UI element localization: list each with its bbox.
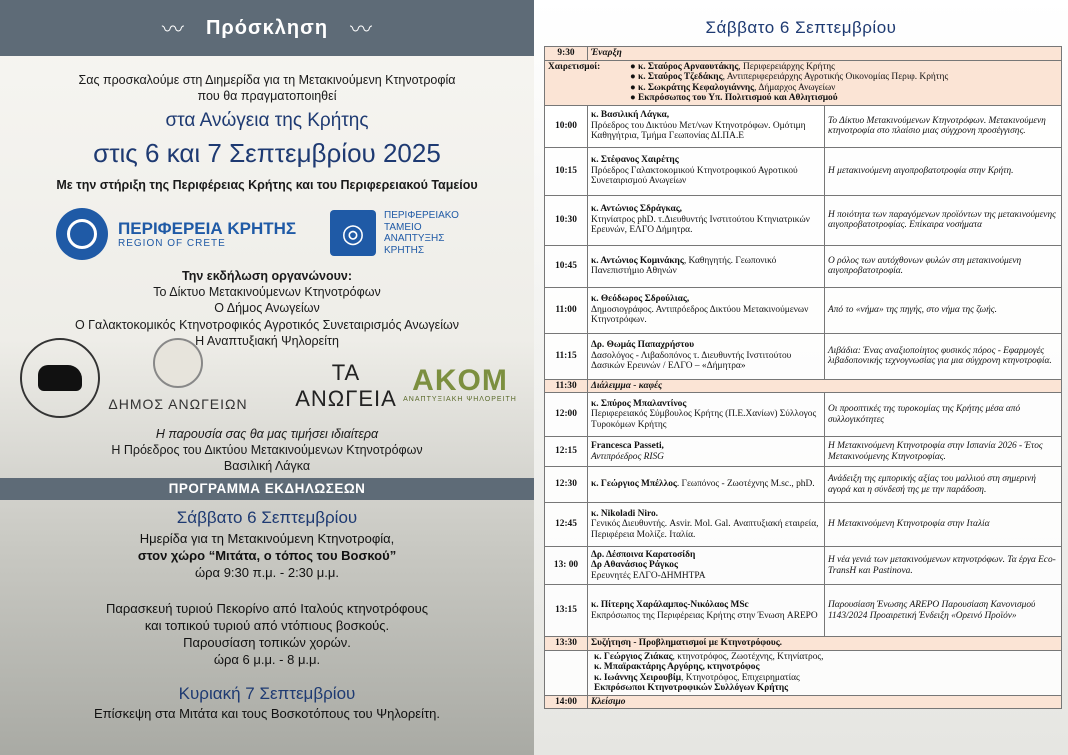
honor-line: Η παρουσία σας θα μας τιμήσει ιδιαίτερα (155, 427, 379, 441)
topic-cell: Παρουσίαση Ένωσης AREPO Παρουσίαση Κανονισμού 1143/2024 Προαιρετική Ένδειξη «Ορεινό Προϊόν» (825, 585, 1062, 637)
table-row (545, 147, 1062, 195)
speaker-details: Αντιπρόεδρος RISG (591, 451, 664, 462)
saturday-line: στον χώρο “Μιτάτα, ο τόπος του Βοσκού” (137, 548, 397, 563)
speaker-cell (588, 245, 825, 287)
network-goat-logo-icon (20, 338, 100, 418)
fund-mark-icon: ◎ (330, 210, 376, 256)
speaker-cell (588, 467, 825, 503)
event-dates: στις 6 και 7 Σεπτεμβρίου 2025 (93, 138, 441, 168)
saturday-description (0, 530, 534, 581)
greeting-role: , Περιφερειάρχης Κρήτης (738, 61, 835, 72)
program-heading: ΠΡΟΓΡΑΜΜΑ ΕΚΔΗΛΩΣΕΩΝ (0, 478, 534, 500)
participant-role: , Κτηνοτρόφος, Επιχειρηματίας (681, 672, 800, 683)
anogeia-wordmark: ΤΑ ΑΝΩΓΕΙΑ (295, 360, 397, 411)
speaker-cell (588, 585, 825, 637)
time-cell: 13:30 (545, 637, 588, 651)
discussion-label: Συζήτηση - Προβληματισμοί με Κτηνοτρόφους. (588, 637, 1062, 651)
ornament-right-icon: 〰 (350, 16, 373, 42)
evening-description (0, 600, 534, 668)
participant-name: κ. Ιωάννης Χειρουβίμ (594, 672, 682, 683)
sunday-title: Κυριακή 7 Σεπτεμβρίου (178, 684, 356, 703)
greeting-item: ● Εκπρόσωπος του Υπ. Πολιτισμού και Αθλητισμού (630, 93, 838, 103)
table-row (545, 637, 1062, 651)
honor-signature: Βασιλική Λάγκα (223, 459, 311, 473)
speaker-cell (588, 195, 825, 245)
time-cell: 13: 00 (545, 547, 588, 585)
organizers-lead: Την εκδήλωση οργανώνουν: (182, 269, 352, 283)
table-row (545, 379, 1062, 393)
participant-item (594, 683, 1058, 694)
speaker-details: . Γεωπόνος - Ζωοτέχνης M.sc., phD. (676, 479, 815, 490)
topic-cell: Η Μετακινούμενη Κτηνοτροφία στην Ισπανία 2026 - Έτος Μετακινούμενης Κτηνοτροφίας. (825, 437, 1062, 467)
ornament-left-icon: 〰 (161, 16, 184, 42)
fund-name-line: ΚΡΗΤΗΣ (384, 244, 425, 256)
time-cell: 9:30 (545, 47, 588, 61)
greeting-name: κ. Σταύρος Αρναουτάκης (638, 61, 739, 72)
saturday-line: Ημερίδα για τη Μετακινούμενη Κτηνοτροφία, (139, 531, 395, 546)
speaker-details: Ερευνητές ΕΛΓΟ-ΔΗΜΗΤΡΑ (591, 570, 706, 581)
table-row (545, 47, 1062, 61)
table-row (545, 333, 1062, 379)
speaker-details: Δασολόγος - Λιβαδοπόνος τ. Διευθυντής Ινστιτούτου Δασικών Ερευνών / ΕΛΓΟ – «Δήμητρα» (591, 350, 792, 372)
participant-name: κ. Γεώργιος Ζιάκας (594, 651, 673, 662)
speaker-name: Francesca Passeti, (591, 441, 664, 451)
speaker-cell (588, 287, 825, 333)
table-row (545, 245, 1062, 287)
sunday-description: Επίσκεψη στα Μιτάτα και τους Βοσκοτόπους του Ψηλορείτη. (94, 706, 440, 721)
table-row (545, 437, 1062, 467)
opening-label: Έναρξη (588, 47, 1062, 61)
organizers (0, 268, 534, 349)
topic-cell: Από το «νήμα» της πηγής, στο νήμα της ζωής. (825, 287, 1062, 333)
intro-line: Σας προσκαλούμε στη Διημερίδα για τη Μετακινούμενη Κτηνοτροφία (78, 73, 456, 87)
fund-name (384, 210, 459, 256)
time-cell: 10:30 (545, 195, 588, 245)
region-name-en: REGION OF CRETE (118, 238, 226, 249)
topic-cell: Η μετακινούμενη αιγοπροβατοτροφία στην Κρήτη. (825, 147, 1062, 195)
speaker-name: κ. Γεώργιος Μπέλλος (591, 479, 677, 490)
speaker-details: Εκπρόσωπος της Περιφέρειας Κρήτης στην Ένωση AREPO (591, 610, 818, 621)
speaker-name: Δρ Αθανάσιος Ράγκος (591, 560, 678, 571)
speaker-cell (588, 547, 825, 585)
honor-line: Η Πρόεδρος του Δικτύου Μετακινούμενων Κτηνοτρόφων (111, 443, 423, 457)
topic-cell: Οι προοπτικές της τυροκομίας της Κρήτης μέσα από συλλογικότητες (825, 393, 1062, 437)
break-label: Διάλειμμα - καφές (588, 379, 1062, 393)
topic-cell: Το Δίκτυο Μετακινούμενων Κτηνοτρόφων. Μετακινούμενη κτηνοτροφία στο πλαίσιο μιας σύγχρονη προσέγγισης. (825, 105, 1062, 147)
honor-text (0, 426, 534, 474)
table-row (545, 650, 1062, 695)
fund-name-line: ΠΕΡΙΦΕΡΕΙΑΚΟ (384, 210, 459, 221)
organizer-item: Ο Δήμος Ανωγείων (214, 301, 320, 316)
speaker-details: Δημοσιογράφος. Αντιπρόεδρος Δικτύου Μετακινούμενων Κτηνοτρόφων. (591, 304, 809, 326)
participant-item (594, 652, 1058, 663)
topic-cell: Η Μετακινούμενη Κτηνοτροφία στην Ιταλία (825, 503, 1062, 547)
topic-cell: Η ποιότητα των παραγόμενων προϊόντων της μετακινούμενης αιγοπροβατοτροφίας. Επίκαιρα νοσήματα (825, 195, 1062, 245)
time-cell (545, 650, 588, 695)
evening-line: και τοπικού τυριού από ντόπιους βοσκούς. (144, 618, 390, 633)
time-cell: 12:00 (545, 393, 588, 437)
greetings-label: Χαιρετισμοί: (548, 61, 601, 72)
time-cell: 14:00 (545, 695, 588, 709)
region-name-gr: ΠΕΡΙΦΕΡΕΙΑ ΚΡΗΤΗΣ (118, 219, 297, 238)
speaker-cell (588, 333, 825, 379)
evening-line: ώρα 6 μ.μ. - 8 μ.μ. (213, 652, 321, 667)
table-row (545, 105, 1062, 147)
time-cell: 11:30 (545, 379, 588, 393)
close-label: Κλείσιμο (588, 695, 1062, 709)
akom-wordmark: AKOM (412, 364, 508, 397)
greeting-item: ● κ. Σωκράτης Κεφαλογιάννης, Δήμαρχος Ανωγείων (630, 82, 836, 93)
ta-anogeia-logo (286, 360, 406, 412)
speaker-cell (588, 503, 825, 547)
participant-item (594, 662, 1058, 673)
time-cell: 12:45 (545, 503, 588, 547)
topic-cell: Ο ρόλος των αυτόχθονων φυλών στη μετακινούμενη αιγοπροβατοτροφία. (825, 245, 1062, 287)
time-cell: 12:15 (545, 437, 588, 467)
speaker-name: Δρ. Θωμάς Παπαχρήστου (591, 340, 695, 351)
topic-cell: Η νέα γενιά των μετακινούμενων κτηνοτρόφων. Τα έργα Eco-TransH και Pastinova. (825, 547, 1062, 585)
speaker-details: Πρόεδρος Γαλακτοκομικού Κτηνοτροφικού Αγροτικού Συνεταιρισμού Ανωγείων (591, 165, 798, 187)
saturday-title: Σάββατο 6 Σεπτεμβρίου (176, 508, 358, 527)
speaker-name: κ. Σπύρος Μπαλαντίνος (591, 398, 687, 409)
speaker-details: Πρόεδρος του Δικτύου Μετ/νων Κτηνοτρόφων. Ομότιμη Καθηγήτρια, Τμήμα Γεωπονίας ΔΙ.ΠΑ.Ε (591, 120, 806, 142)
table-row (545, 503, 1062, 547)
speaker-name: κ. Αντώνιος Κομινάκης (591, 255, 684, 266)
speaker-details: Γενικός Διευθυντής. Asvir. Mol. Gal. Αναπτυξιακή εταιρεία, Περιφέρεια Μολίζε. Ιταλία. (591, 519, 819, 540)
saturday-line: ώρα 9:30 π.μ. - 2:30 μ.μ. (195, 565, 339, 580)
partner-logos (20, 338, 530, 418)
speaker-cell (588, 147, 825, 195)
evening-line: Παρουσίαση τοπικών χορών. (183, 635, 351, 650)
greetings-cell (545, 60, 1062, 105)
greeting-name: Εκπρόσωπος του Υπ. Πολιτισμού και Αθλητισμού (638, 93, 838, 103)
evening-line: Παρασκευή τυριού Πεκορίνο από Ιταλούς κτηνοτρόφους (105, 601, 429, 616)
speaker-name: Δρ. Δέσποινα Καρατοσίδη (591, 549, 696, 560)
participant-name: κ. Μπαϊρακτάρης Αργύρης, κτηνοτρόφος (594, 662, 760, 672)
fund-name-line: ΤΑΜΕΙΟ (384, 221, 422, 233)
participant-name: Εκπρόσωποι Κτηνοτροφικών Συλλόγων Κρήτης (594, 683, 789, 693)
invitation-title: Πρόσκληση (205, 16, 329, 39)
table-row (545, 547, 1062, 585)
greek-emblem-icon (56, 208, 108, 260)
event-location: στα Ανώγεια της Κρήτης (165, 110, 369, 131)
speaker-cell (588, 393, 825, 437)
participant-item (594, 673, 1058, 684)
speaker-name: κ. Θεόδωρος Σδρούλιας, (591, 294, 690, 305)
organizer-item: Ο Γαλακτοκομικός Κτηνοτροφικός Αγροτικός Συνεταιρισμός Ανωγείων (74, 317, 460, 332)
time-cell: 10:15 (545, 147, 588, 195)
dimos-anogeion-logo (108, 338, 248, 412)
topic-cell: Λιβάδια: Ένας αναξιοποίητος φυσικός πόρος - Εφαρμογές λιβαδοπονικής τεχνογνωσίας για μια σύγχρονη κτηνοτροφία. (825, 333, 1062, 379)
participant-role: , κτηνοτρόφος, Ζωοτέχνης, Κτηνίατρος, (672, 651, 824, 662)
time-cell: 12:30 (545, 467, 588, 503)
table-row (545, 195, 1062, 245)
time-cell: 11:15 (545, 333, 588, 379)
greeting-item: ● κ. Σταύρος Αρναουτάκης, Περιφερειάρχης Κρήτης (630, 61, 835, 72)
table-row (545, 585, 1062, 637)
time-cell: 10:45 (545, 245, 588, 287)
schedule-title: Σάββατο 6 Σεπτεμβρίου (705, 18, 897, 37)
table-row (545, 287, 1062, 333)
intro-text (0, 72, 534, 104)
table-row (545, 60, 1062, 105)
speaker-cell (588, 437, 825, 467)
speaker-cell (588, 105, 825, 147)
support-text: Με την στήριξη της Περιφέρειας Κρήτης και του Περιφερειακού Ταμείου (56, 178, 478, 192)
municipality-seal-icon (153, 338, 203, 388)
schedule-panel (534, 0, 1068, 755)
greeting-item: ● κ. Σταύρος Τζεδάκης, Αντιπεριφερειάρχης Αγροτικής Οικονομίας Περιφ. Κρήτης (630, 72, 949, 82)
discussion-participants (588, 650, 1062, 695)
speaker-details: Κτηνίατρος phD. τ.Διευθυντής Ινστιτούτου Κτηνιατρικών Ερευνών, ΕΛΓΟ Δήμητρα. (591, 214, 810, 236)
intro-line: που θα πραγματοποιηθεί (197, 89, 337, 103)
schedule-table (544, 46, 1062, 709)
organizer-item: Το Δίκτυο Μετακινούμενων Κτηνοτρόφων (153, 285, 381, 300)
speaker-name: κ. Nikoladi Niro. (591, 508, 659, 519)
regional-fund-logo (330, 210, 459, 256)
topic-cell: Ανάδειξη της εμπορικής αξίας του μαλλιού στη σημερινή αγορά και η σύνδεσή της με την παράδοση. (825, 467, 1062, 503)
invitation-header (0, 0, 534, 56)
speaker-name: κ. Βασιλική Λάγκα, (591, 110, 670, 121)
organizer-item: Η Αναπτυξιακή Ψηλορείτη (195, 333, 339, 348)
greeting-name: κ. Σωκράτης Κεφαλογιάννης (638, 82, 755, 93)
table-row (545, 695, 1062, 709)
speaker-details: Περιφερειακός Σύμβουλος Κρήτης (Π.Ε.Χανίων) Σύλλογος Τυροκόμων Κρήτης (591, 409, 817, 430)
dimos-name: ΔΗΜΟΣ ΑΝΩΓΕΙΩΝ (108, 396, 248, 412)
table-row (545, 393, 1062, 437)
akom-subtitle: ΑΝΑΠΤΥΞΙΑΚΗ ΨΗΛΟΡΕΙΤΗ (403, 396, 517, 403)
speaker-name: κ. Στέφανος Χαιρέτης (591, 155, 679, 166)
speaker-name: κ. Αντώνιος Σδράγκας, (591, 204, 682, 215)
akom-logo (390, 366, 530, 403)
time-cell: 11:00 (545, 287, 588, 333)
fund-name-line: ΑΝΑΠΤΥΞΗΣ (384, 233, 445, 244)
speaker-details: , Καθηγητής. Γεωπονικό Πανεπιστήμιο Αθηνών (591, 255, 777, 276)
table-row (545, 467, 1062, 503)
region-crete-logo (56, 208, 306, 260)
greeting-name: κ. Σταύρος Τζεδάκης (638, 72, 723, 82)
time-cell: 13:15 (545, 585, 588, 637)
greeting-role: , Αντιπεριφερειάρχης Αγροτικής Οικονομίας Περιφ. Κρήτης (722, 72, 949, 82)
speaker-name: κ. Πίτερης Χαράλαμπος-Νικόλαος MSc (591, 600, 749, 610)
greeting-role: , Δήμαρχος Ανωγείων (754, 82, 836, 93)
time-cell: 10:00 (545, 105, 588, 147)
